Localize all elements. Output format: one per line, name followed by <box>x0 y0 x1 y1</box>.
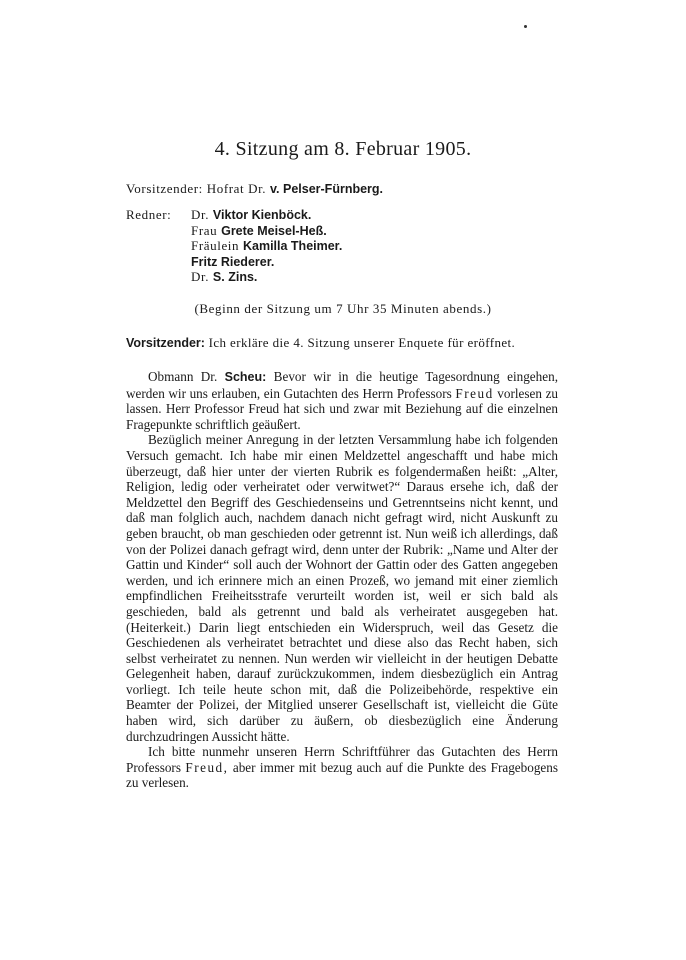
paragraph: Bezüglich meiner Anregung in der letzten Versammlung habe ich folgenden Versuch gemacht. Ich habe mir einen Meldzettel angeschafft und habe mich überzeugt, daß hier unter der vierten Rubrik es folgendermaßen heißt: „Alter, Religion, ledig oder verheiratet oder verwitwet?“ Daraus ersehe ich, daß der Meldzettel den Begriff des Geschiedenseins und Getrenntseins nicht kennt, und daß man folglich auch, nachdem danach nicht gefragt wird, nicht Auskunft zu geben braucht, ob man geschieden oder getrennt ist. Nun weiß ich allerdings, daß von der Polizei danach gefragt wird, denn unter der Rubrik: „Name und Alter der Gattin und Kinder“ soll auch der Wohnort der Gattin oder des Gatten angegeben werden, und ich erinnere mich an einen Prozeß, wo jemand mit einer ziemlich empfindlichen Freiheitsstrafe verurteilt worden ist, weil er sich bald als geschieden, bald als getrennt und bald als verheiratet ausgegeben hat. (Heiterkeit.) Darin liegt entschieden ein Widerspruch, weil das Gesetz die Geschiedenen als verheiratet betrachtet und diese also das Recht haben, sich selbst verheiratet zu nennen. Nun werden wir vielleicht in der heutigen Debatte Gelegenheit haben, darauf zurückzukommen, indem diesbezüglich ein Antrag vorliegt. Ich teile heute schon mit, daß die Polizeibehörde, respektive ein Beamter der Polizei, der Mitglied unserer Gesellschaft ist, vielleicht die Güte haben wird, sich darüber zu äußern, ob diesbezüglich eine Änderung durchzudringen Aussicht hätte. <box>126 432 558 744</box>
session-title: 4. Sitzung am 8. Februar 1905. <box>214 138 472 160</box>
speaker-prefix: Dr. <box>191 269 210 284</box>
speaker-prefix: Fräulein <box>191 238 240 253</box>
chairperson-line <box>126 181 383 197</box>
speaker-name: Viktor Kienböck. <box>212 208 312 222</box>
opening-speaker: Vorsitzender: <box>126 336 205 350</box>
opening-text: Ich erkläre die 4. Sitzung unserer Enquete für eröffnet. <box>208 335 516 350</box>
speaker-name: Grete Meisel-Heß. <box>221 223 327 238</box>
paragraph-text: aber immer mit bezug auch auf die Punkte des Fragebogens zu verlesen. <box>126 759 559 791</box>
speaker-prefix: Dr. <box>191 207 210 222</box>
paragraph-text: Bevor wir in die heutige Tagesordnung eingehen, werden wir uns erlauben, ein Gutachten des Herrn Professors <box>126 369 558 401</box>
speaker-name-inline: Scheu: <box>224 370 267 384</box>
speaker-row <box>126 207 342 223</box>
speaker-prefix: Frau <box>191 222 218 238</box>
speaker-list-label: Redner: <box>126 207 172 222</box>
chairperson-label: Vorsitzender: Hofrat Dr. <box>126 181 267 196</box>
spaced-name: Freud <box>455 385 494 401</box>
opening-statement <box>126 335 515 351</box>
chairperson-name: v. Pelser-Fürnberg. <box>270 182 384 196</box>
paragraph-text: Obmann Dr. <box>148 369 218 384</box>
spaced-name: Freud, <box>185 759 229 775</box>
speaker-list <box>126 207 342 285</box>
speaker-name: Kamilla Theimer. <box>242 239 343 253</box>
speaker-row <box>126 238 342 254</box>
speaker-name: Fritz Riederer. <box>191 254 275 269</box>
speaker-name: S. Zins. <box>212 270 258 284</box>
speck-mark <box>524 25 527 28</box>
session-start-note: (Beginn der Sitzung um 7 Uhr 35 Minuten abends.) <box>194 301 492 316</box>
paragraph <box>126 369 558 432</box>
paragraph <box>126 744 558 791</box>
speaker-row <box>126 269 342 285</box>
speaker-row <box>126 254 342 270</box>
minutes-body <box>126 369 558 791</box>
speaker-row <box>126 223 342 239</box>
paragraph-text: Ich bitte nunmehr unseren Herrn Schriftführer das Gutachten des Herrn Professors <box>126 744 558 775</box>
paragraph-text: vorlesen zu lassen. Herr Professor Freud hat sich und zwar mit Beziehung auf die einzelnen Fragepunkte schriftlich geäußert. <box>126 385 559 432</box>
